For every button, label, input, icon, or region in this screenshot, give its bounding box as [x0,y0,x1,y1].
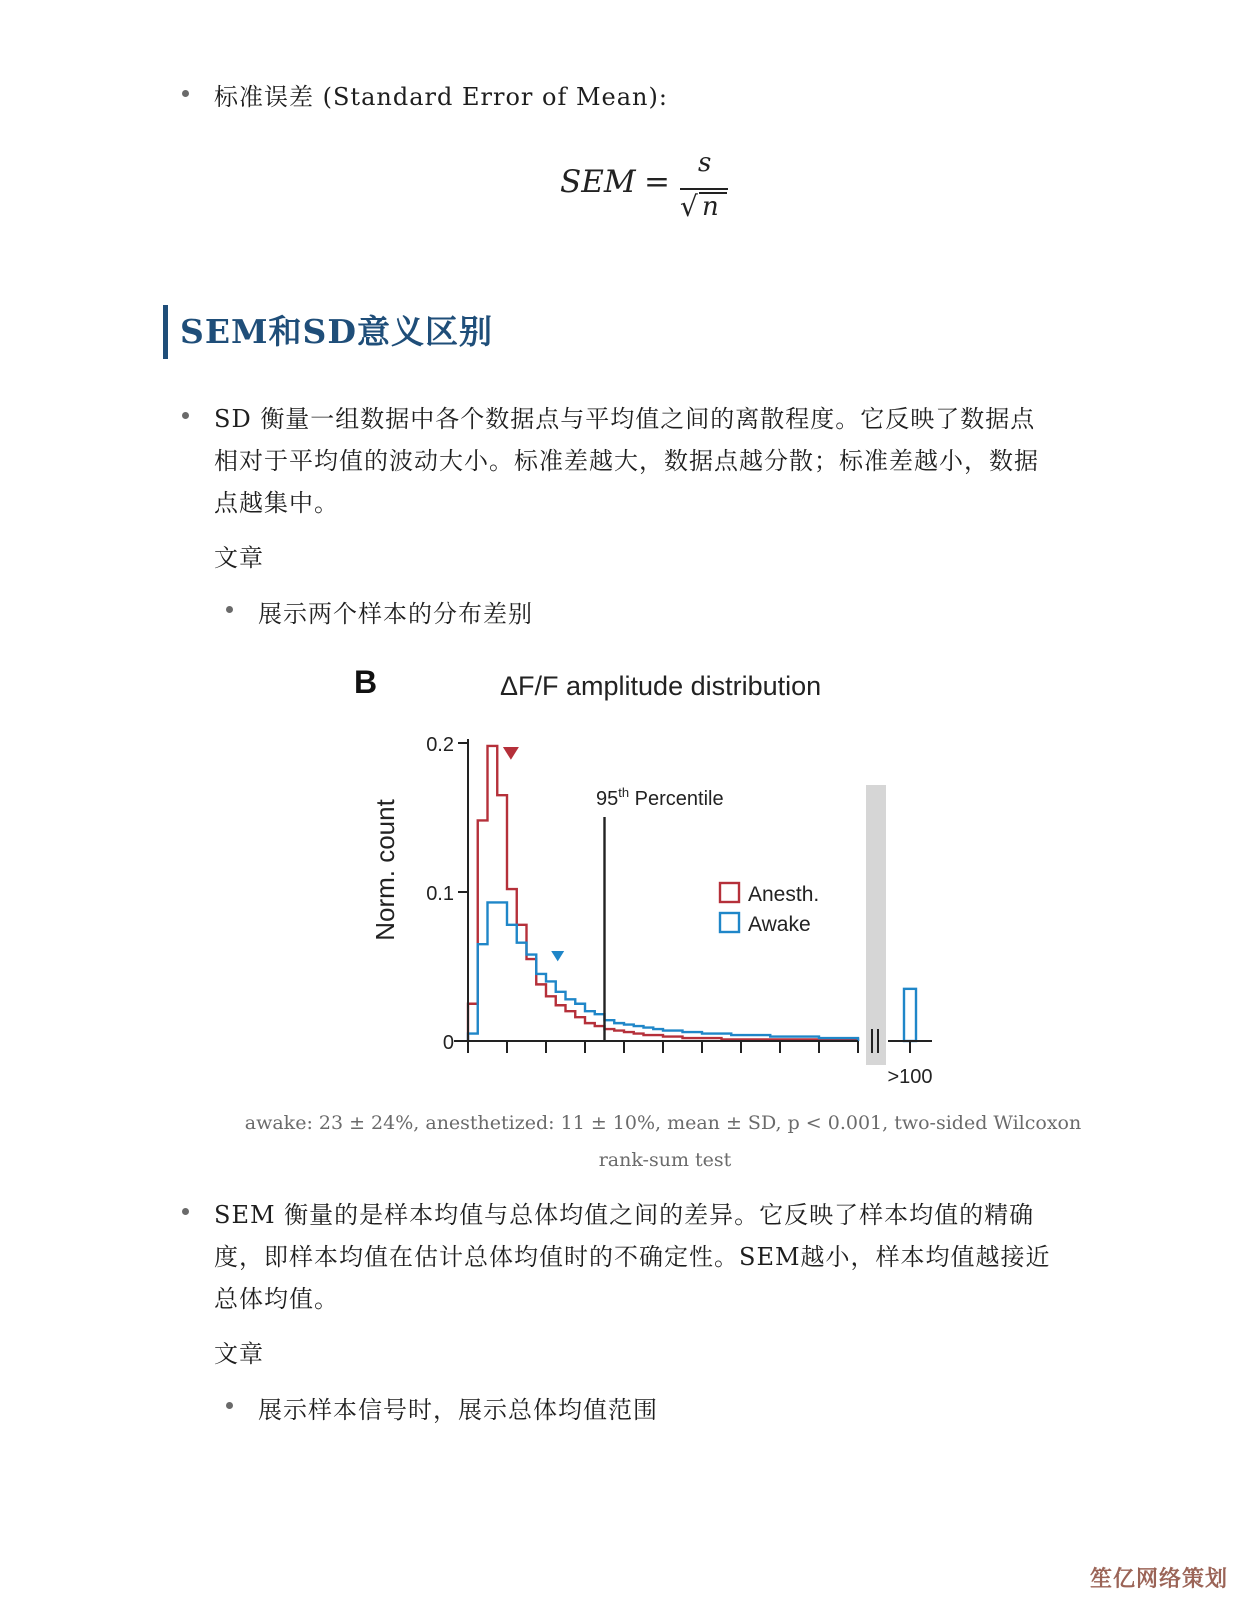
bullet-dot [182,90,189,97]
section-heading: SEM和SD意义区别 [163,305,493,359]
sd-sub-bullet: 展示两个样本的分布差别 [258,600,533,628]
bullet-dot [182,1208,189,1215]
y-tick-label: 0 [442,1032,454,1054]
figure-caption-line-1: awake: 23 ± 24%, anesthetized: 11 ± 10%, mean ± SD, p < 0.001, two-sided Wilcoxon [244,1112,1082,1134]
overflow-tick-label: >100 [887,1066,933,1088]
sd-subheading: 文章 [214,544,264,572]
sem-formula [560,148,760,236]
sd-line-3: 点越集中。 [214,489,339,517]
sd-line-2: 相对于平均值的波动大小。标准差越大，数据点越分散；标准差越小，数据 [214,447,1039,475]
sem-subheading: 文章 [214,1340,264,1368]
site-watermark-logo: 笙亿网络策划 [1089,1567,1228,1592]
axis-break-band [866,785,886,1065]
sem-title: 标准误差 (Standard Error of Mean): [214,83,668,111]
legend-swatch [720,913,739,932]
sem-line-2: 度，即样本均值在估计总体均值时的不确定性。SEM越小，样本均值越接近 [214,1243,1051,1271]
formula-equals: = [644,164,670,200]
formula-denominator: n [702,192,719,222]
formula-numerator: s [698,148,712,178]
sem-line-1: SEM 衡量的是样本均值与总体均值之间的差异。它反映了样本均值的精确 [214,1201,1035,1229]
mean-marker-anesth [503,747,519,760]
bullet-dot [226,606,233,613]
legend-swatch [720,883,739,902]
y-tick-label: 0.2 [426,734,454,756]
formula-lhs: SEM [560,164,636,200]
overflow-bar-awake [904,989,916,1041]
chart-title: ΔF/F amplitude distribution [500,671,822,701]
percentile-label: 95th Percentile [596,785,724,810]
amplitude-distribution-chart [340,655,960,1100]
bullet-dot [226,1402,233,1409]
sd-line-1: SD 衡量一组数据中各个数据点与平均值之间的离散程度。它反映了数据点 [214,405,1036,433]
panel-label: B [354,664,378,700]
y-axis-label: Norm. count [370,799,400,941]
formula-radical: √ [680,190,698,223]
legend-entry: Awake [748,913,811,936]
y-tick-label: 0.1 [426,883,454,905]
sem-line-3: 总体均值。 [214,1285,339,1313]
mean-marker-awake [551,951,564,961]
figure-caption-line-2: rank-sum test [598,1149,732,1171]
sem-sub-bullet: 展示样本信号时，展示总体均值范围 [258,1396,658,1424]
legend-entry: Anesth. [748,883,820,906]
bullet-dot [182,412,189,419]
